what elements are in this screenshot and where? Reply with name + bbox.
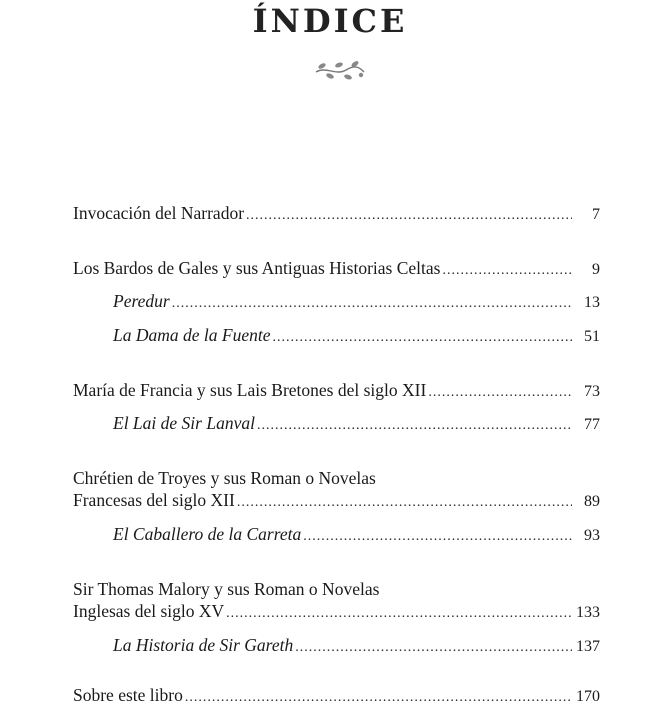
dot-leader — [295, 634, 572, 656]
toc-entry[interactable] — [73, 578, 600, 624]
toc-entry-title: Invocación del Narrador — [73, 203, 245, 223]
toc-entry-title: Sobre este libro — [73, 685, 183, 705]
page-title: ÍNDICE — [252, 2, 408, 40]
toc-subentry[interactable] — [113, 634, 600, 658]
toc-entry-page: 133 — [576, 604, 600, 621]
dot-leader — [246, 202, 572, 224]
toc-subentry[interactable] — [113, 324, 600, 348]
dot-leader — [272, 324, 572, 346]
toc-entry-title: Los Bardos de Gales y sus Antiguas Historias Celtas — [73, 258, 441, 278]
leaf-vine-icon — [312, 56, 366, 84]
toc-entry[interactable] — [73, 379, 600, 403]
toc-entry-page: 137 — [576, 638, 600, 655]
toc-entry-title-line1: Chrétien de Troyes y sus Roman o Novelas — [73, 468, 376, 488]
toc-entry-page: 9 — [592, 261, 600, 278]
dot-leader — [257, 412, 572, 434]
toc-entry-page: 73 — [584, 383, 600, 400]
toc-entry-page: 51 — [584, 328, 600, 345]
dot-leader — [237, 489, 572, 511]
toc-entry-title: María de Francia y sus Lais Bretones del siglo XII — [73, 380, 427, 400]
toc-entry[interactable] — [73, 257, 600, 281]
toc-entry-title: La Historia de Sir Gareth — [113, 635, 294, 655]
toc-entry-page: 89 — [584, 493, 600, 510]
toc-entry-page: 13 — [584, 294, 600, 311]
toc-entry-title-line2: Francesas del siglo XII — [73, 490, 235, 510]
toc-entry-title: El Lai de Sir Lanval — [113, 413, 255, 433]
toc-entry[interactable] — [73, 467, 600, 513]
dot-leader — [442, 257, 572, 279]
toc-entry-title-line1: Sir Thomas Malory y sus Roman o Novelas — [73, 579, 380, 599]
dot-leader — [185, 684, 572, 706]
toc-entry-title: El Caballero de la Carreta — [113, 524, 302, 544]
toc-entry-page: 77 — [584, 416, 600, 433]
toc-entry-title: Peredur — [113, 291, 170, 311]
toc-entry[interactable] — [73, 202, 600, 226]
dot-leader — [172, 290, 572, 312]
toc-entry[interactable] — [73, 684, 600, 708]
dot-leader — [226, 600, 572, 622]
toc-subentry[interactable] — [113, 523, 600, 547]
toc-entry-page: 7 — [592, 206, 600, 223]
toc-subentry[interactable] — [113, 290, 600, 314]
toc-entry-page: 170 — [576, 688, 600, 705]
toc-entry-title-line2: Inglesas del siglo XV — [73, 601, 225, 621]
toc-entry-title: La Dama de la Fuente — [113, 325, 271, 345]
dot-leader — [303, 523, 572, 545]
dot-leader — [428, 379, 572, 401]
toc-subentry[interactable] — [113, 412, 600, 436]
toc-entry-page: 93 — [584, 527, 600, 544]
